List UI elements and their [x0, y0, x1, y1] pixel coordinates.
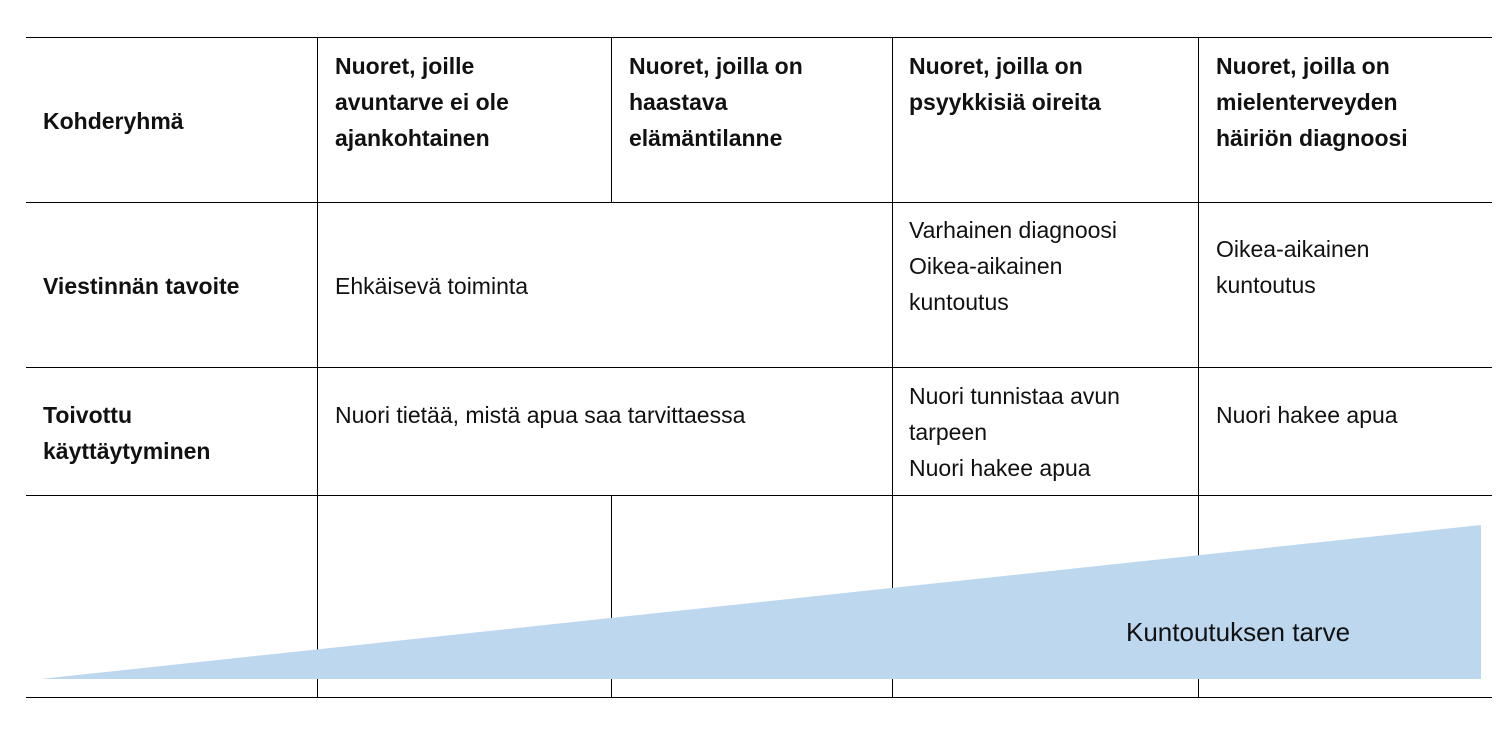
row-label-target-group: Kohderyhmä [43, 108, 184, 134]
cell-recognises-need: Nuori tunnistaa avun tarpeen Nuori hakee apua [909, 383, 1120, 481]
cell-early-diagnosis: Varhainen diagnoosi Oikea-aikainen kuntoutus [909, 217, 1118, 315]
header-cell-challenging-situation: Nuoret, joilla on haastava elämäntilanne [629, 53, 803, 151]
header-cell-no-current-need: Nuoret, joille avuntarve ei ole ajankohtainen [335, 53, 509, 151]
row-label-desired-behaviour: Toivottu käyttäytyminen [43, 402, 211, 464]
wedge-label: Kuntoutuksen tarve [1126, 617, 1351, 647]
wedge-shape [40, 525, 1481, 679]
row-label-communication-goal: Viestinnän tavoite [43, 273, 240, 299]
header-cell-psychological-symptoms: Nuoret, joilla on psyykkisiä oireita [909, 53, 1101, 115]
cell-timely-rehabilitation: Oikea-aikainen kuntoutus [1216, 236, 1370, 298]
header-cell-diagnosis: Nuoret, joilla on mielenterveyden häiriön diagnoosi [1216, 53, 1408, 151]
cell-preventive-action: Ehkäisevä toiminta [335, 273, 529, 299]
cell-seeks-help: Nuori hakee apua [1216, 402, 1398, 428]
cell-knows-where-help: Nuori tietää, mistä apua saa tarvittaessa [335, 402, 746, 428]
